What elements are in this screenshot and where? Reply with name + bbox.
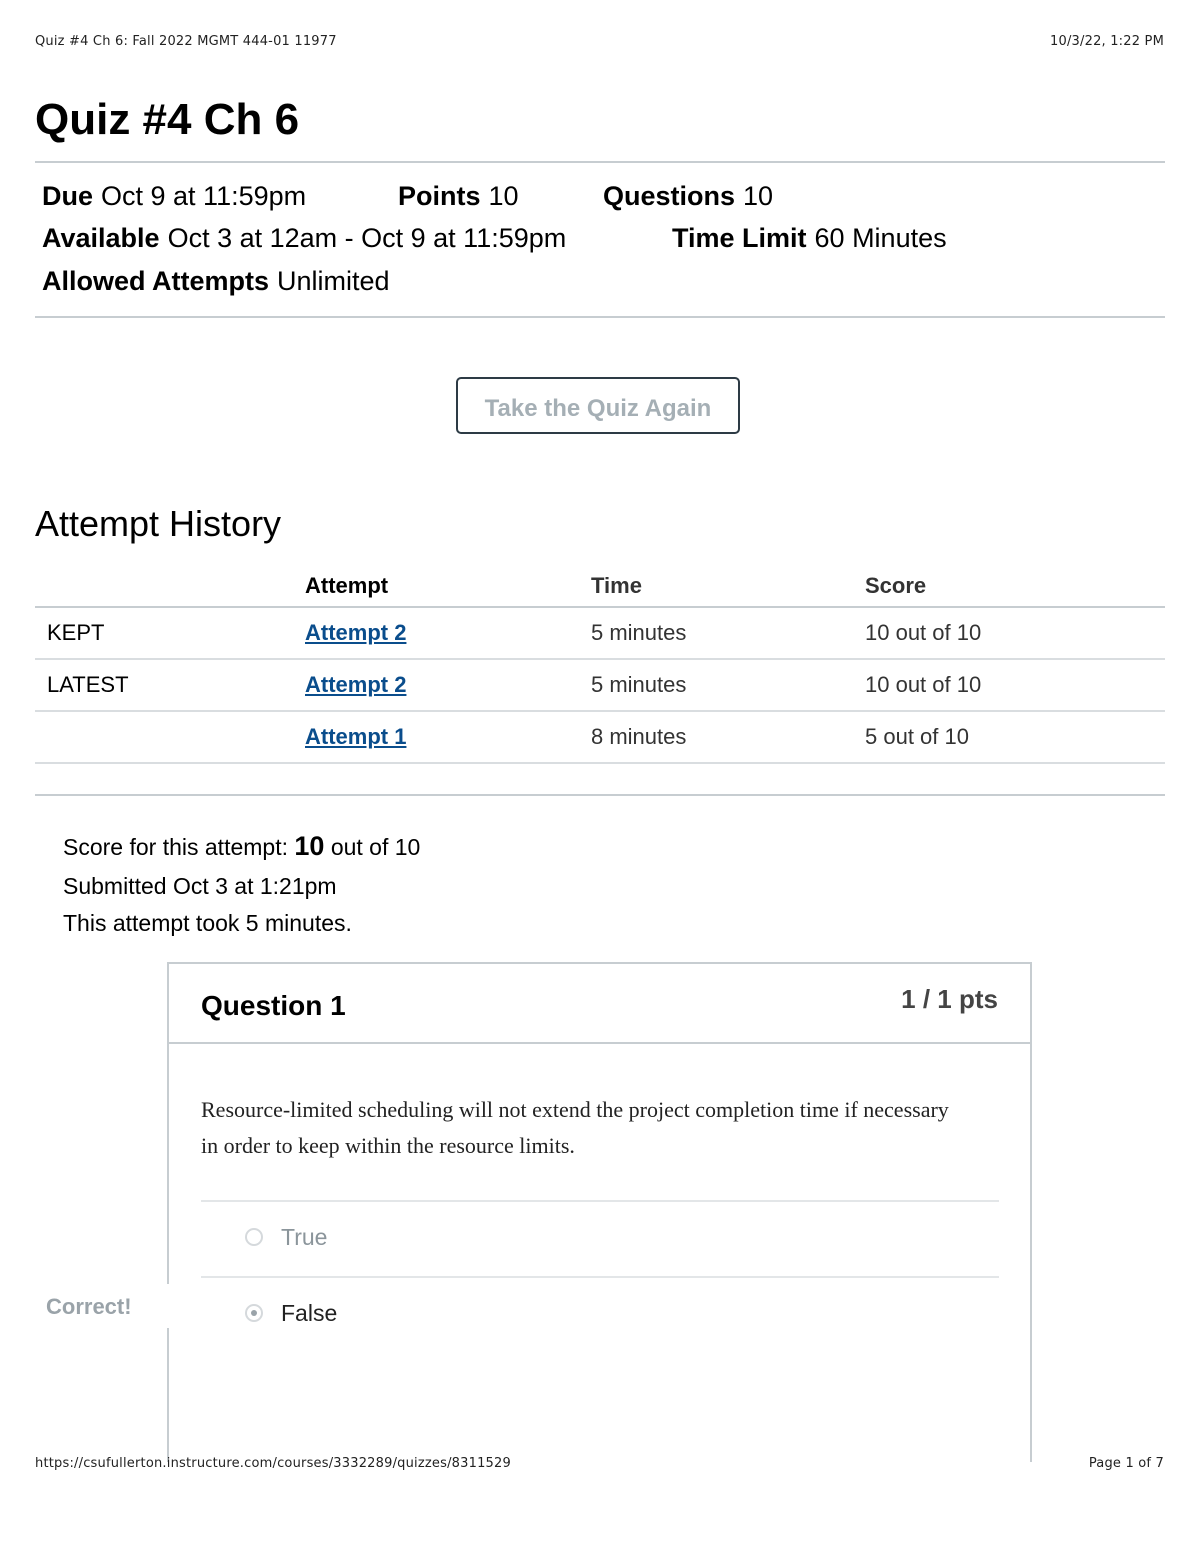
attempt-history-heading: Attempt History xyxy=(35,503,282,544)
available-label: Available xyxy=(42,223,160,253)
points-meta xyxy=(398,180,519,212)
attempt-score: 5 out of 10 xyxy=(865,711,1165,763)
attempt-link[interactable]: Attempt 2 xyxy=(305,620,407,645)
question-text: Resource-limited scheduling will not extend the project completion time if necessary in order to keep within the resource limits. xyxy=(201,1097,949,1158)
attempt-link[interactable]: Attempt 1 xyxy=(305,724,407,749)
attempts-value: Unlimited xyxy=(277,266,390,296)
attempt-time: 5 minutes xyxy=(591,659,865,711)
available-meta xyxy=(42,222,566,254)
attempt-time: 8 minutes xyxy=(591,711,865,763)
column-header-attempt: Attempt xyxy=(305,566,591,607)
correct-tag-gap xyxy=(164,1284,172,1328)
print-footer-url: https://csufullerton.instructure.com/courses/3332289/quizzes/8311529 xyxy=(35,1456,511,1471)
submitted-line: Submitted Oct 3 at 1:21pm xyxy=(63,873,337,899)
radio-selected-icon xyxy=(245,1304,263,1322)
quiz-meta-row-1 xyxy=(42,180,306,212)
table-row xyxy=(35,607,1165,659)
history-divider xyxy=(35,794,1165,796)
table-header-row xyxy=(35,566,1165,607)
column-header-time: Time xyxy=(591,566,865,607)
attempt-score: 10 out of 10 xyxy=(865,659,1165,711)
questions-label: Questions xyxy=(603,181,736,211)
print-footer-page: Page 1 of 7 xyxy=(1088,1456,1164,1471)
column-header-tag xyxy=(35,566,305,607)
question-header xyxy=(169,964,1030,1044)
due-label: Due xyxy=(42,181,94,211)
attempt-tag xyxy=(35,711,305,763)
question-card xyxy=(167,962,1032,1462)
column-header-score: Score xyxy=(865,566,1165,607)
duration-line: This attempt took 5 minutes. xyxy=(63,910,352,936)
score-prefix: Score for this attempt: xyxy=(63,834,288,860)
table-row xyxy=(35,659,1165,711)
answer-label: False xyxy=(281,1300,338,1326)
take-quiz-again-button[interactable]: Take the Quiz Again xyxy=(456,377,740,434)
correct-answer-tag: Correct! xyxy=(46,1294,132,1319)
attempt-tag: KEPT xyxy=(35,607,305,659)
score-suffix: out of 10 xyxy=(330,834,421,860)
attempts-label: Allowed Attempts xyxy=(42,266,270,296)
attempt-score-line xyxy=(63,831,420,862)
table-row xyxy=(35,711,1165,763)
points-value: 10 xyxy=(488,181,519,211)
questions-meta xyxy=(603,180,773,212)
answer-label: True xyxy=(281,1224,328,1250)
points-label: Points xyxy=(398,181,481,211)
attempt-tag: LATEST xyxy=(35,659,305,711)
question-points: 1 / 1 pts xyxy=(901,984,998,1014)
time-limit-label: Time Limit xyxy=(672,223,807,253)
page-title: Quiz #4 Ch 6 xyxy=(35,95,300,144)
answer-option-false xyxy=(201,1276,999,1354)
time-limit-value: 60 Minutes xyxy=(814,223,947,253)
attempt-history-table xyxy=(35,566,1165,764)
attempt-link[interactable]: Attempt 2 xyxy=(305,672,407,697)
attempt-time: 5 minutes xyxy=(591,607,865,659)
print-header-datetime: 10/3/22, 1:22 PM xyxy=(1050,34,1164,49)
radio-icon xyxy=(245,1228,263,1246)
due-value: Oct 9 at 11:59pm xyxy=(101,181,307,211)
attempt-score: 10 out of 10 xyxy=(865,607,1165,659)
available-value: Oct 3 at 12am - Oct 9 at 11:59pm xyxy=(167,223,567,253)
attempts-meta xyxy=(42,265,390,297)
questions-value: 10 xyxy=(743,181,774,211)
time-limit-meta xyxy=(672,222,947,254)
score-value: 10 xyxy=(294,831,325,861)
meta-divider xyxy=(35,316,1165,318)
question-title: Question 1 xyxy=(201,990,346,1021)
print-header-title: Quiz #4 Ch 6: Fall 2022 MGMT 444-01 11977 xyxy=(35,34,337,49)
answer-option-true xyxy=(201,1200,999,1278)
title-divider xyxy=(35,161,1165,163)
